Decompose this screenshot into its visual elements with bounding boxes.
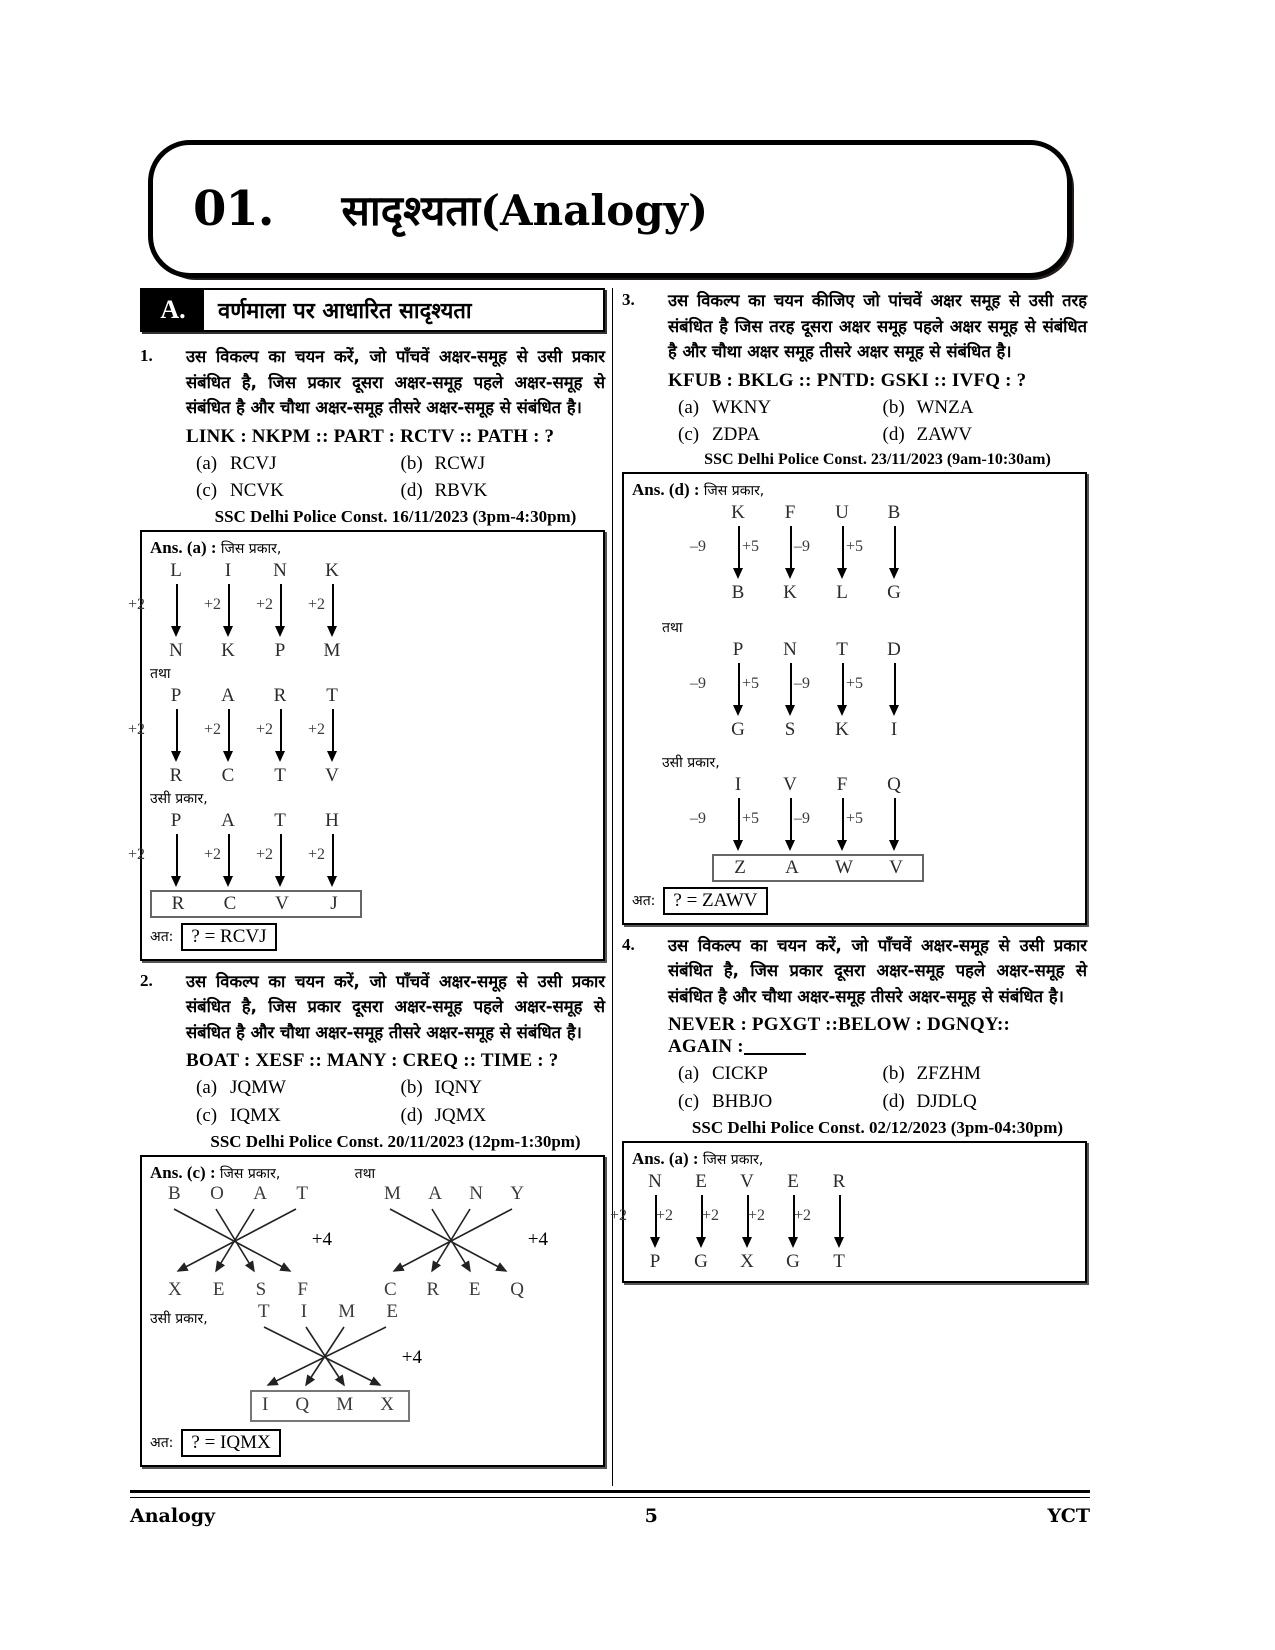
conclusion-row bbox=[150, 923, 595, 951]
answer-header bbox=[150, 1163, 595, 1183]
down-arrow-icon bbox=[846, 796, 920, 854]
letter: I bbox=[300, 1300, 308, 1322]
option-value: IQNY bbox=[434, 1077, 482, 1099]
option-value: IQMX bbox=[230, 1105, 281, 1127]
option-c[interactable] bbox=[678, 421, 883, 449]
shift-label: +4 bbox=[401, 1346, 422, 1368]
letter: N bbox=[648, 1170, 662, 1192]
option-label: (d) bbox=[400, 480, 423, 502]
shift-label: +2 bbox=[308, 845, 326, 863]
letter: B bbox=[887, 501, 901, 523]
option-value: RCWJ bbox=[434, 452, 486, 474]
down-arrow-icon bbox=[202, 832, 254, 890]
answer-box-2 bbox=[140, 1155, 605, 1467]
conclusion-prefix: अत: bbox=[632, 893, 656, 910]
option-value: ZDPA bbox=[712, 424, 760, 446]
answer-header bbox=[150, 538, 595, 558]
answer-label: Ans. (a) : bbox=[150, 537, 217, 557]
letter: P bbox=[732, 638, 744, 660]
shift-label: +2 bbox=[308, 595, 326, 613]
shift-label: –9 bbox=[690, 537, 706, 555]
letter: Q bbox=[295, 1393, 310, 1415]
option-label: (c) bbox=[678, 424, 700, 446]
conclusion-prefix: अत: bbox=[150, 929, 174, 946]
question-source: SSC Delhi Police Const. 16/11/2023 (3pm-4:30pm) bbox=[214, 506, 577, 526]
analogy-expression-line2 bbox=[668, 1036, 1087, 1058]
down-arrow-icon bbox=[846, 524, 920, 582]
option-value: BHBJO bbox=[712, 1091, 773, 1113]
letter: M bbox=[384, 1182, 401, 1204]
banner-body bbox=[148, 140, 1072, 278]
cross-arrow-diagram-3 bbox=[240, 1301, 440, 1419]
option-c[interactable] bbox=[196, 1102, 401, 1130]
letter: T bbox=[833, 1250, 845, 1272]
shift-label: +2 bbox=[748, 1206, 766, 1224]
answer-label: Ans. (d) : bbox=[632, 479, 700, 499]
answer-blank[interactable] bbox=[744, 1053, 806, 1055]
question-number: 1. bbox=[140, 346, 153, 365]
answer-box-4 bbox=[610, 1141, 1087, 1283]
option-d[interactable] bbox=[401, 1102, 606, 1130]
shift-label: +2 bbox=[204, 595, 222, 613]
shift-label: +5 bbox=[846, 809, 864, 827]
question-text: उस विकल्प का चयन करें, जो पाँचवें अक्षर-समूह से उसी प्रकार संबंधित है, जिस प्रकार दूसरा अक्षर-समूह पहले अक्षर-समूह से संबंधित है और चौथा अक्षर-समूह तीसरे अक्षर-समूह से संबंधित है। bbox=[186, 347, 605, 418]
question-2 bbox=[140, 969, 605, 1467]
shift-label: –9 bbox=[794, 809, 810, 827]
option-label: (a) bbox=[196, 452, 218, 474]
question-source: SSC Delhi Police Const. 23/11/2023 (9am-10:30am) bbox=[704, 450, 1051, 468]
letter: F bbox=[784, 501, 796, 523]
chapter-title bbox=[342, 181, 708, 238]
letter: Q bbox=[510, 1278, 524, 1300]
letter: T bbox=[296, 1182, 308, 1204]
letter: K bbox=[221, 639, 235, 661]
question-source: SSC Delhi Police Const. 20/11/2023 (12pm-1:30pm) bbox=[210, 1131, 581, 1151]
option-b[interactable] bbox=[401, 1074, 606, 1102]
option-b[interactable] bbox=[883, 1060, 1088, 1088]
shift-label: +5 bbox=[846, 674, 864, 692]
left-column bbox=[128, 288, 605, 1475]
letter: A bbox=[785, 856, 799, 878]
question-1 bbox=[128, 344, 605, 961]
source-letters bbox=[150, 685, 595, 707]
letter: F bbox=[836, 773, 848, 795]
option-value: RCVJ bbox=[230, 452, 277, 474]
shift-label: +2 bbox=[128, 845, 146, 863]
question-source: SSC Delhi Police Const. 02/12/2023 (3pm-04:30pm) bbox=[691, 1117, 1064, 1137]
option-a[interactable] bbox=[678, 394, 883, 422]
letter: E bbox=[695, 1170, 707, 1192]
shift-label: +2 bbox=[308, 720, 326, 738]
option-label: (c) bbox=[196, 1105, 218, 1127]
down-arrow-icon bbox=[128, 582, 202, 640]
chapter-title-hindi: सादृश्यता bbox=[341, 185, 481, 235]
letter: K bbox=[835, 718, 849, 740]
question-number: 3. bbox=[622, 290, 635, 309]
arrows-row bbox=[128, 582, 595, 640]
source-letters bbox=[150, 810, 595, 832]
arrow-diagram-step1 bbox=[610, 1170, 1077, 1273]
letter: P bbox=[649, 1250, 661, 1272]
letter: M bbox=[336, 1393, 354, 1415]
arrows-row bbox=[128, 832, 595, 890]
letter: S bbox=[255, 1278, 267, 1300]
option-a[interactable] bbox=[196, 1074, 401, 1102]
letter: I bbox=[262, 1393, 269, 1415]
conclusion-row bbox=[150, 1429, 595, 1457]
option-value: ZAWV bbox=[916, 424, 972, 446]
option-value: JQMW bbox=[230, 1077, 286, 1099]
option-label: (a) bbox=[678, 396, 700, 418]
options-list bbox=[668, 1060, 1087, 1115]
shift-label: +5 bbox=[846, 537, 864, 555]
letter: N bbox=[469, 1182, 483, 1204]
result-letters bbox=[384, 1279, 524, 1301]
shift-label: +2 bbox=[256, 720, 274, 738]
letter: R bbox=[426, 1278, 440, 1300]
down-arrow-icon bbox=[846, 661, 920, 719]
cross-arrow-diagram-2 bbox=[366, 1183, 566, 1301]
option-value: WNZA bbox=[916, 396, 974, 418]
arrows-row bbox=[128, 707, 595, 765]
letter: R bbox=[171, 892, 185, 914]
letter: Q bbox=[887, 773, 901, 795]
option-label: (d) bbox=[882, 1091, 905, 1113]
letter: K bbox=[731, 501, 745, 523]
source-letters bbox=[712, 774, 1077, 796]
shift-label: –9 bbox=[794, 674, 810, 692]
letter: T bbox=[258, 1300, 270, 1322]
letter: S bbox=[784, 718, 796, 740]
right-column bbox=[610, 288, 1087, 1291]
shift-label: +4 bbox=[527, 1228, 548, 1250]
option-label: (c) bbox=[678, 1091, 700, 1113]
question-4 bbox=[610, 933, 1087, 1283]
letter: V bbox=[740, 1170, 754, 1192]
arrow-diagram-step2 bbox=[690, 638, 1077, 741]
letter: L bbox=[836, 581, 848, 603]
letter: A bbox=[221, 684, 235, 706]
down-arrow-icon bbox=[202, 582, 254, 640]
letter: B bbox=[731, 581, 745, 603]
option-value: CICKP bbox=[712, 1063, 768, 1085]
letter: C bbox=[223, 892, 237, 914]
shift-label: +4 bbox=[311, 1228, 332, 1250]
letter: U bbox=[835, 501, 849, 523]
answer-letters-box bbox=[712, 854, 924, 882]
option-d[interactable] bbox=[401, 477, 606, 505]
shift-label: +5 bbox=[742, 537, 760, 555]
section-name: वर्णमाला पर आधारित सादृश्यता bbox=[218, 299, 472, 324]
arrows-row bbox=[610, 1193, 1077, 1251]
conclusion-row bbox=[632, 887, 1077, 915]
option-value: RBVK bbox=[434, 480, 488, 502]
arrows-row bbox=[690, 661, 1077, 719]
letter: Z bbox=[734, 856, 746, 878]
conclusion-value: ? = RCVJ bbox=[181, 923, 276, 951]
question-number: 2. bbox=[140, 970, 153, 990]
option-b[interactable] bbox=[401, 450, 606, 478]
letter: A bbox=[221, 809, 235, 831]
letter: G bbox=[731, 718, 745, 740]
source-letters bbox=[632, 1171, 1077, 1193]
letter: B bbox=[168, 1182, 181, 1204]
letter: M bbox=[338, 1300, 356, 1322]
analogy-expression: KFUB : BKLG :: PNTD: GSKI :: IVFQ : ? bbox=[668, 369, 1027, 391]
down-arrow-icon bbox=[202, 707, 254, 765]
letter: I bbox=[224, 559, 232, 581]
option-label: (a) bbox=[196, 1077, 218, 1099]
answer-label: Ans. (c) : bbox=[150, 1162, 216, 1182]
option-value: DJDLQ bbox=[916, 1091, 977, 1113]
arrow-diagram-step2 bbox=[128, 684, 595, 787]
analogy-expression: BOAT : XESF :: MANY : CREQ :: TIME : ? bbox=[186, 1050, 559, 1072]
shift-label: +2 bbox=[128, 595, 146, 613]
analogy-expression: LINK : NKPM :: PART : RCTV :: PATH : ? bbox=[186, 425, 555, 447]
down-arrow-icon bbox=[128, 832, 202, 890]
result-letters bbox=[262, 1394, 394, 1416]
down-arrow-icon bbox=[306, 707, 358, 765]
option-value: WKNY bbox=[712, 396, 772, 418]
answer-letters-box bbox=[150, 890, 362, 918]
letter: V bbox=[325, 764, 339, 786]
arrow-diagram-step1 bbox=[128, 559, 595, 662]
letter: E bbox=[386, 1300, 398, 1322]
source-letters bbox=[712, 502, 1077, 524]
down-arrow-icon bbox=[306, 582, 358, 640]
shift-label: –9 bbox=[690, 674, 706, 692]
shift-label: +2 bbox=[656, 1206, 674, 1224]
options-list bbox=[186, 450, 605, 505]
options-list bbox=[186, 1074, 605, 1129]
letter: I bbox=[890, 718, 898, 740]
option-c[interactable] bbox=[196, 477, 401, 505]
option-label: (a) bbox=[678, 1063, 700, 1085]
shift-label: +2 bbox=[204, 720, 222, 738]
connector-usi-prakar: उसी प्रकार, bbox=[150, 1310, 208, 1327]
option-label: (b) bbox=[882, 1063, 905, 1085]
letter: Y bbox=[510, 1182, 524, 1204]
shift-label: +2 bbox=[256, 845, 274, 863]
question-number: 4. bbox=[622, 934, 635, 954]
letter: K bbox=[783, 581, 797, 603]
shift-label: +5 bbox=[742, 674, 760, 692]
option-value: ZFZHM bbox=[916, 1063, 981, 1085]
footer-chapter-name: Analogy bbox=[130, 1505, 216, 1527]
option-b[interactable] bbox=[883, 394, 1088, 422]
letter: O bbox=[210, 1182, 224, 1204]
letter: C bbox=[221, 764, 235, 786]
arrow-diagram-step3 bbox=[690, 773, 1077, 882]
option-a[interactable] bbox=[678, 1060, 883, 1088]
connector-tatha: तथा bbox=[150, 665, 171, 682]
letter: M bbox=[323, 639, 341, 661]
column-divider bbox=[612, 288, 613, 1486]
result-letters bbox=[150, 765, 595, 787]
shift-label: –9 bbox=[690, 809, 706, 827]
connector-tatha: तथा bbox=[662, 619, 683, 636]
option-value: NCVK bbox=[230, 480, 284, 502]
option-a[interactable] bbox=[196, 450, 401, 478]
letter: W bbox=[835, 856, 853, 878]
shift-label: –9 bbox=[794, 537, 810, 555]
letter: N bbox=[783, 638, 797, 660]
chapter-title-english: (Analogy) bbox=[480, 185, 708, 235]
letter: V bbox=[889, 856, 903, 878]
result-letters bbox=[150, 640, 595, 662]
letter: E bbox=[212, 1278, 225, 1300]
down-arrow-icon bbox=[306, 832, 358, 890]
letter: L bbox=[170, 559, 182, 581]
question-3 bbox=[622, 288, 1087, 925]
letter: E bbox=[787, 1170, 799, 1192]
answer-intro: जिस प्रकार, bbox=[219, 1165, 281, 1182]
letter: X bbox=[380, 1393, 394, 1415]
shift-label: +2 bbox=[204, 845, 222, 863]
source-letters bbox=[150, 560, 595, 582]
shift-label: +2 bbox=[794, 1206, 812, 1224]
letter: H bbox=[325, 809, 339, 831]
letter: V bbox=[783, 773, 797, 795]
analogy-tail: AGAIN : bbox=[668, 1036, 744, 1058]
option-label: (d) bbox=[400, 1105, 423, 1127]
letter: G bbox=[786, 1250, 800, 1272]
letter: G bbox=[887, 581, 901, 603]
letter: K bbox=[325, 559, 339, 581]
chapter-number: 01. bbox=[193, 181, 274, 237]
arrow-diagram-step3 bbox=[128, 809, 595, 918]
question-text: उस विकल्प का चयन करें, जो पाँचवें अक्षर-समूह से उसी प्रकार संबंधित है, जिस प्रकार दूसरा अक्षर-समूह पहले अक्षर-समूह से संबंधित है और चौथा अक्षर-समूह तीसरे अक्षर-समूह से संबंधित है। bbox=[668, 935, 1087, 1006]
connector-usi-prakar: उसी प्रकार, bbox=[662, 754, 720, 771]
shift-label: +2 bbox=[610, 1206, 628, 1224]
letter: P bbox=[170, 809, 182, 831]
page-number: 5 bbox=[644, 1505, 658, 1527]
down-arrow-icon bbox=[128, 707, 202, 765]
letter: F bbox=[297, 1278, 308, 1300]
down-arrow-icon bbox=[794, 1193, 862, 1251]
question-text: उस विकल्प का चयन कीजिए जो पांचवें अक्षर समूह से उसी तरह संबंधित है जिस तरह दूसरा अक्षर समूह पहले अक्षर समूह से संबंधित है और चौथा अक्षर समूह तीसरे अक्षर समूह से संबंधित है। bbox=[668, 291, 1087, 362]
shift-label: +2 bbox=[702, 1206, 720, 1224]
cross-arrow-diagram-1 bbox=[150, 1183, 350, 1301]
letter: C bbox=[384, 1278, 397, 1300]
letter: J bbox=[330, 892, 338, 914]
letter: X bbox=[740, 1250, 754, 1272]
letter: P bbox=[274, 639, 286, 661]
analogy-expression-line1: NEVER : PGXGT ::BELOW : DGNQY:: bbox=[668, 1014, 1011, 1036]
footer-rule-bottom bbox=[130, 1497, 1090, 1498]
section-header bbox=[140, 288, 605, 332]
options-list bbox=[668, 394, 1087, 449]
letter: G bbox=[694, 1250, 708, 1272]
option-c[interactable] bbox=[678, 1088, 883, 1116]
source-letters bbox=[712, 639, 1077, 661]
result-letters bbox=[168, 1279, 308, 1301]
letter: X bbox=[168, 1278, 182, 1300]
answer-header bbox=[632, 1149, 1077, 1169]
arrow-diagram-step1 bbox=[690, 501, 1077, 604]
option-label: (b) bbox=[400, 452, 423, 474]
letter: A bbox=[253, 1182, 267, 1204]
letter: D bbox=[887, 638, 901, 660]
connector-usi-prakar: उसी प्रकार, bbox=[150, 790, 208, 807]
footer-rule-top bbox=[130, 1490, 1090, 1493]
letter: N bbox=[169, 639, 183, 661]
letter: T bbox=[836, 638, 848, 660]
letter: T bbox=[274, 764, 286, 786]
result-letters bbox=[632, 1251, 1077, 1273]
down-arrow-icon bbox=[254, 582, 306, 640]
chapter-banner bbox=[148, 140, 1068, 280]
letter: E bbox=[468, 1278, 481, 1300]
letter: R bbox=[273, 684, 287, 706]
letter: I bbox=[734, 773, 742, 795]
answer-intro: जिस प्रकार, bbox=[703, 482, 765, 499]
letter: R bbox=[832, 1170, 846, 1192]
letter: R bbox=[169, 764, 183, 786]
arrows-row bbox=[690, 796, 1077, 854]
answer-box-3 bbox=[622, 472, 1087, 925]
result-letters bbox=[712, 582, 1077, 604]
down-arrow-icon bbox=[254, 707, 306, 765]
answer-label: Ans. (a) : bbox=[632, 1148, 699, 1168]
down-arrow-icon bbox=[254, 832, 306, 890]
answer-intro: जिस प्रकार, bbox=[702, 1151, 764, 1168]
letter: T bbox=[326, 684, 338, 706]
footer-publisher: YCT bbox=[1047, 1505, 1090, 1527]
option-value: JQMX bbox=[434, 1105, 487, 1127]
option-label: (d) bbox=[882, 424, 905, 446]
letter: A bbox=[428, 1182, 442, 1204]
section-letter: A. bbox=[142, 290, 204, 330]
conclusion-value: ? = IQMX bbox=[181, 1429, 280, 1457]
option-label: (c) bbox=[196, 480, 218, 502]
shift-label: +2 bbox=[256, 595, 274, 613]
question-text: उस विकल्प का चयन करें, जो पाँचवें अक्षर-समूह से उसी प्रकार संबंधित है, जिस प्रकार दूसरा अक्षर-समूह पहले अक्षर-समूह से संबंधित है और चौथा अक्षर-समूह तीसरे अक्षर-समूह से संबंधित है। bbox=[186, 971, 605, 1042]
page-footer bbox=[130, 1505, 1090, 1527]
option-d[interactable] bbox=[883, 421, 1088, 449]
shift-label: +5 bbox=[742, 809, 760, 827]
answer-intro: जिस प्रकार, bbox=[220, 540, 282, 557]
shift-label: +2 bbox=[128, 720, 146, 738]
result-letters bbox=[712, 719, 1077, 741]
answer-header bbox=[632, 480, 1077, 500]
connector-tatha: तथा bbox=[354, 1165, 376, 1182]
conclusion-prefix: अत: bbox=[150, 1435, 174, 1452]
conclusion-value: ? = ZAWV bbox=[663, 887, 767, 915]
letter: V bbox=[275, 892, 289, 914]
option-label: (b) bbox=[400, 1077, 423, 1099]
option-d[interactable] bbox=[883, 1088, 1088, 1116]
option-label: (b) bbox=[882, 396, 905, 418]
arrows-row bbox=[690, 524, 1077, 582]
answer-box-1 bbox=[128, 530, 605, 961]
letter: N bbox=[273, 559, 287, 581]
letter: T bbox=[274, 809, 286, 831]
letter: P bbox=[170, 684, 182, 706]
